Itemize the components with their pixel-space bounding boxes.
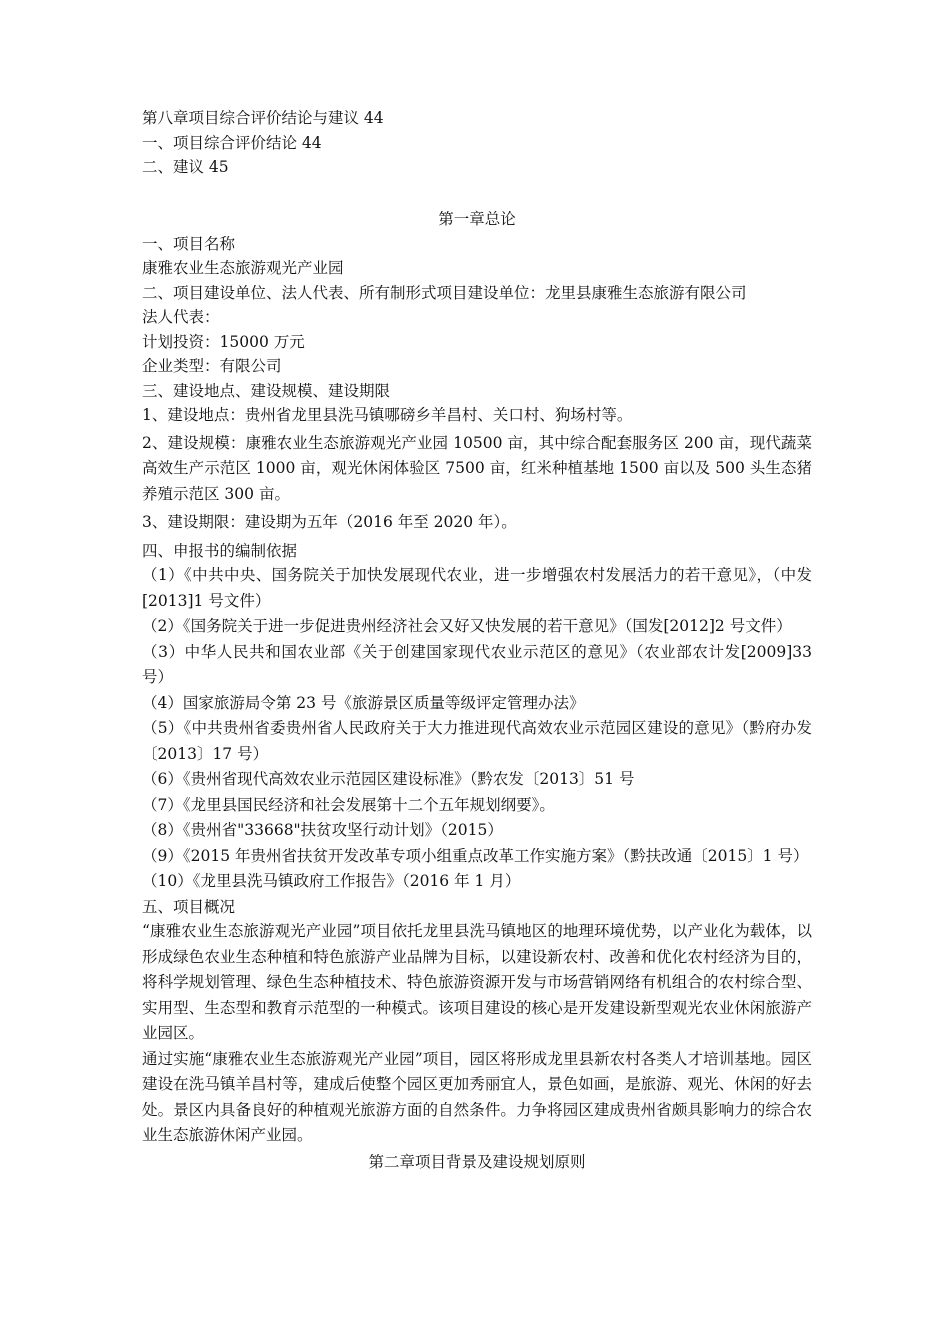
list-item: （1）《中共中央、国务院关于加快发展现代农业，进一步增强农村发展活力的若干意见》，（中发[2013]1 号文件） [142, 566, 812, 610]
section-heading: 三、建设地点、建设规模、建设期限 [142, 381, 391, 400]
list-item: （5）《中共贵州省委贵州省人民政府关于大力推进现代高效农业示范园区建设的意见》（黔府办发〔2013〕17 号） [142, 719, 812, 763]
list-item: （3）中华人民共和国农业部《关于创建国家现代农业示范区的意见》（农业部农计发[2009]33 号） [142, 642, 812, 686]
legal-representative: 法人代表： [142, 308, 220, 326]
list-item: （6）《贵州省现代高效农业示范园区建设标准》（黔农发〔2013〕51 号 [142, 770, 635, 788]
company-type: 企业类型：有限公司 [142, 357, 282, 375]
document-page [142, 106, 812, 1175]
section-heading: 一、项目名称 [142, 234, 236, 253]
list-item: （9）《2015 年贵州省扶贫开发改革专项小组重点改革工作实施方案》（黔扶改通〔2015〕1 号） [142, 846, 809, 865]
construction-scale: 2、建设规模：康雅农业生态旅游观光产业园 10500 亩，其中综合配套服务区 200 亩，现代蔬菜高效生产示范区 1000 亩，观光休闲体验区 7500 亩，红米种植基地 1500 亩以及 500 头生态猪养殖示范区 300 亩。 [142, 433, 812, 503]
construction-period: 3、建设期限：建设期为五年（2016 年至 2020 年）。 [142, 513, 517, 531]
project-name: 康雅农业生态旅游观光产业园 [142, 259, 344, 277]
table-of-contents [142, 106, 812, 180]
chapter-title: 第二章项目背景及建设规划原则 [368, 1152, 586, 1171]
spacer [142, 180, 812, 206]
toc-entry: 第八章项目综合评价结论与建议 44 [142, 109, 384, 127]
overview-paragraph: 通过实施“康雅农业生态旅游观光产业园”项目，园区将形成龙里县新农村各类人才培训基地。园区建设在洗马镇羊昌村等，建成后使整个园区更加秀丽宜人，景色如画，是旅游、观光、休闲的好去处。景区内具备良好的种植观光旅游方面的自然条件。力争将园区建成贵州省颇具影响力的综合农业生态旅游休闲产业园。 [142, 1049, 812, 1144]
section-heading: 四、申报书的编制依据 [142, 541, 298, 560]
list-item: （7）《龙里县国民经济和社会发展第十二个五年规划纲要》。 [142, 795, 555, 814]
planned-investment: 计划投资：15000 万元 [142, 332, 305, 351]
list-item: （4）国家旅游局令第 23 号《旅游景区质量等级评定管理办法》 [142, 693, 585, 712]
toc-entry: 一、项目综合评价结论 44 [142, 133, 322, 152]
list-item: （10）《龙里县洗马镇政府工作报告》（2016 年 1 月） [142, 872, 521, 890]
list-item: （8）《贵州省"33668"扶贫攻坚行动计划》（2015） [142, 821, 503, 839]
construction-location: 1、建设地点：贵州省龙里县洗马镇哪磅乡羊昌村、关口村、狗场村等。 [142, 406, 633, 424]
overview-paragraph: “康雅农业生态旅游观光产业园”项目依托龙里县洗马镇地区的地理环境优势，以产业化为载体，以形成绿色农业生态种植和特色旅游产业品牌为目标，以建设新农村、改善和优化农村经济为目的，将科学规划管理、绿色生态种植技术、特色旅游资源开发与市场营销网络有机组合的农村综合型、实用型、生态型和教育示范型的一种模式。该项目建设的核心是开发建设新型观光农业休闲旅游产业园区。 [142, 922, 812, 1042]
toc-entry: 二、建议 45 [142, 158, 229, 176]
section-heading: 五、项目概况 [142, 897, 236, 916]
list-item: （2）《国务院关于进一步促进贵州经济社会又好又快发展的若干意见》（国发[2012]2 号文件） [142, 617, 792, 635]
chapter-title: 第一章总论 [438, 209, 516, 228]
section-heading: 二、项目建设单位、法人代表、所有制形式项目建设单位：龙里县康雅生态旅游有限公司 [142, 283, 747, 302]
basis-list [142, 563, 812, 895]
